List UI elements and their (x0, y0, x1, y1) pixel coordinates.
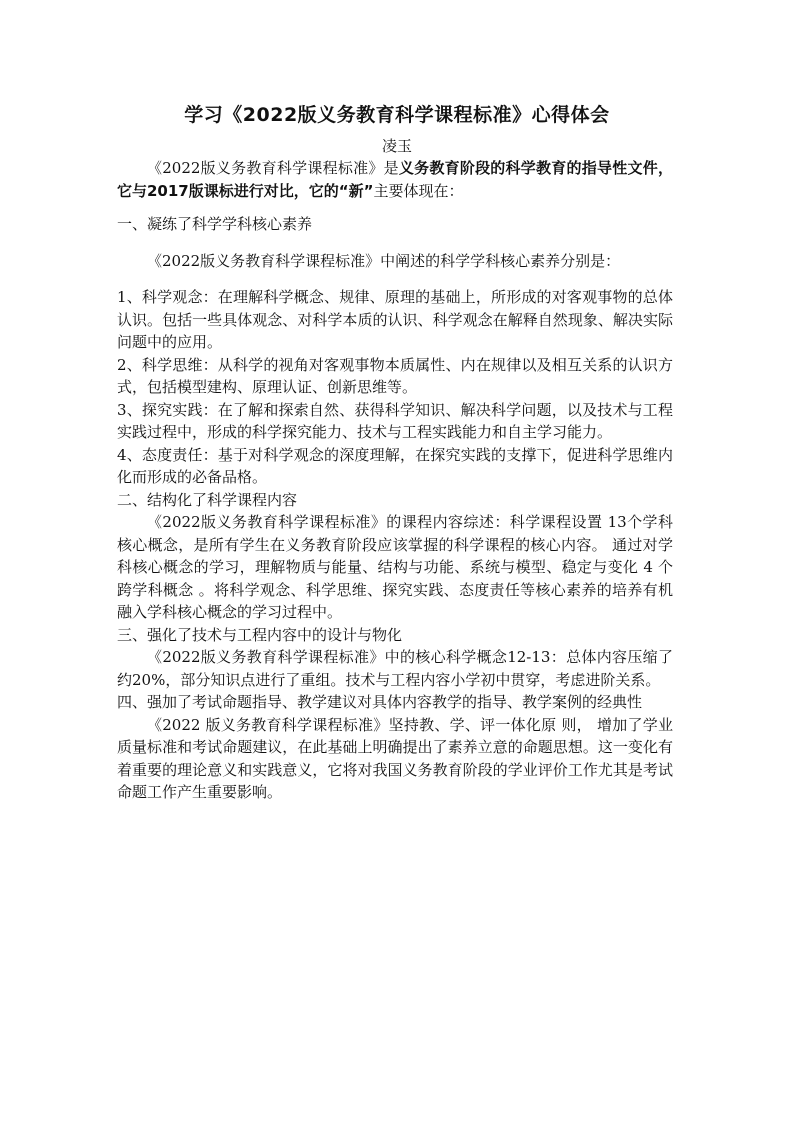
section-heading-1: 一、凝练了科学学科核心素养 (117, 215, 313, 233)
intro-lead: 《2022版义务教育科学课程标准》是 (147, 159, 399, 177)
document-author: 凌玉 (381, 137, 412, 155)
section-3-paragraph: 《2022版义务教育科学课程标准》中的核心科学概念12-13：总体内容压缩了约20%，部分知识点进行了重组。技术与工程内容小学初中贯穿，考虑进阶关系。 (117, 648, 673, 689)
intro-bold-text: 义务教育阶段的科学教育的指导性文件，它与2017版课标进行对比，它的“新” (117, 159, 673, 200)
list-item-scientific-concept: 1、科学观念：在理解科学概念、规律、原理的基础上，所形成的对客观事物的总体认识。包括一些具体观念、对科学本质的认识、科学观念在解释自然现象、解决实际问题中的应用。 (117, 288, 673, 351)
document-title: 学习《2022版义务教育科学课程标准》心得体会 (184, 104, 610, 126)
list-item-inquiry-practice: 3、探究实践：在了解和探索自然、获得科学知识、解决科学问题，以及技术与工程实践过程中，形成的科学探究能力、技术与工程实践能力和自主学习能力。 (117, 400, 673, 441)
list-item-attitude-responsibility: 4、态度责任：基于对科学观念的深度理解，在探究实践的支撑下，促进科学思维内化而形成的必备品格。 (117, 445, 673, 486)
section-1-intro: 《2022版义务教育科学课程标准》中阐述的科学学科核心素养分别是： (147, 251, 621, 270)
section-4-paragraph: 《2022 版义务教育科学课程标准》坚持教、学、评一体化原 则， 增加了学业质量标准和考试命题建议，在此基础上明确提出了素养立意的命题思想。这一变化有着重要的理论意义和实践意义，它将对我国义务教育阶段的学业评价工作尤其是考试命题工作产生重要影响。 (117, 715, 673, 801)
section-2-paragraph: 《2022版义务教育科学课程标准》的课程内容综述：科学课程设置 13个学科核心概念，是所有学生在义务教育阶段应该掌握的科学课程的核心内容。 通过对学科核心概念的学习，理解物质与能量、结构与功能、系统与模型、稳定与变化 4 个跨学科概念 。将科学观念、科学思维、探究实践、态度责任等核心素养的培养有机融入学科核心概念的学习过程中。 (117, 513, 673, 621)
list-item-scientific-thinking: 2、科学思维：从科学的视角对客观事物本质属性、内在规律以及相互关系的认识方式，包括模型建构、原理认证、创新思维等。 (117, 355, 673, 396)
section-heading-4: 四、强加了考试命题指导、教学建议对具体内容教学的指导、教学案例的经典性 (117, 693, 643, 711)
section-heading-2: 二、结构化了科学课程内容 (117, 490, 298, 509)
section-heading-3: 三、强化了技术与工程内容中的设计与物化 (117, 625, 403, 644)
intro-tail: 主要体现在： (373, 181, 464, 200)
intro-paragraph (117, 157, 673, 202)
document-body (117, 157, 673, 804)
